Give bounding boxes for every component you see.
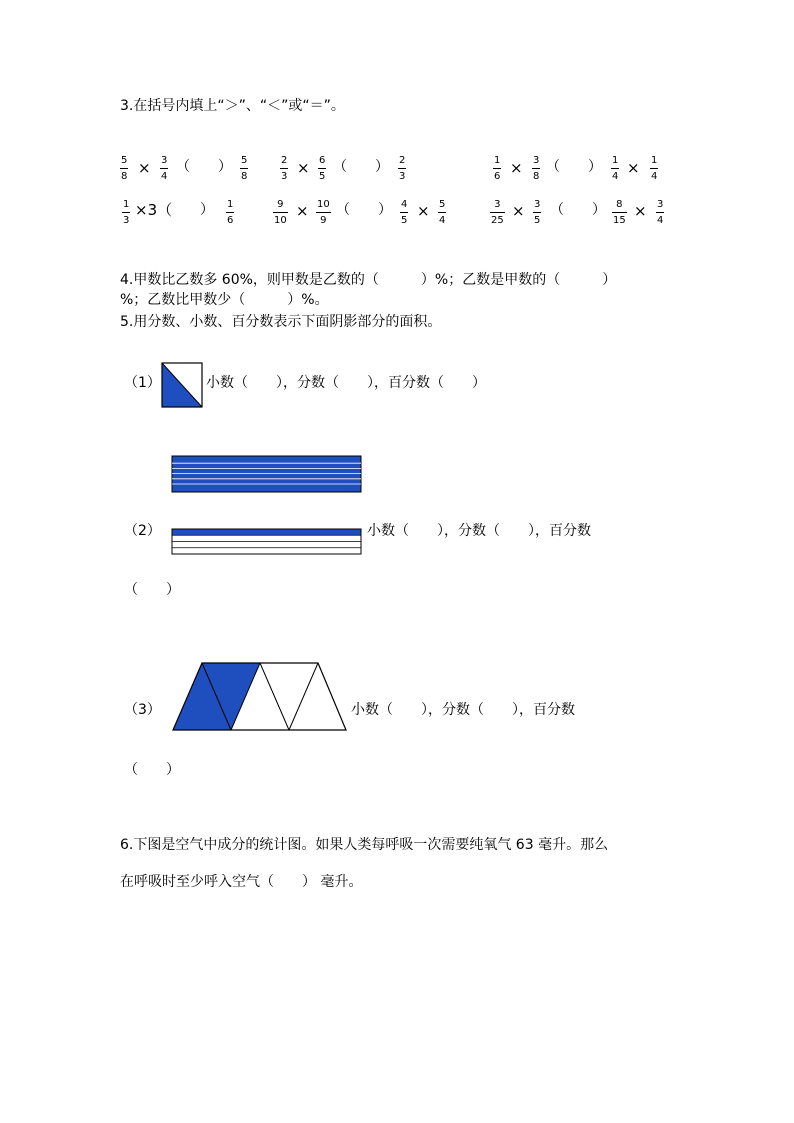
triangle-edge: [260, 663, 289, 730]
times-operator: ×: [510, 159, 523, 177]
q5-part3-answer: 小数（ ），分数（ ），百分数: [351, 702, 575, 718]
fraction: 1 3: [123, 199, 130, 226]
fraction: 3 4: [161, 155, 168, 182]
shaded-stripe: [172, 529, 361, 535]
times-operator: ×: [512, 202, 525, 220]
bar-stripe-lines: [172, 535, 361, 548]
times-three-operator: ×3（: [135, 201, 173, 219]
q5-part3-label: （3）: [124, 702, 161, 718]
fraction: 1 4: [651, 155, 658, 182]
answer-blank[interactable]: （ ）: [546, 159, 602, 175]
fraction: 10 9: [317, 199, 330, 226]
q5-part3-answer-continued: （ ）: [124, 762, 180, 778]
q4-line2: %；乙数比甲数少（ ）%。: [120, 292, 329, 308]
answer-blank[interactable]: （ ）: [333, 159, 389, 175]
square-diagram: [161, 362, 203, 408]
fraction: 2 3: [281, 155, 288, 182]
fraction: 3 25: [491, 199, 504, 226]
fraction: 1 4: [612, 155, 619, 182]
times-operator: ×: [138, 159, 151, 177]
q5-part1-label: （1）: [124, 375, 161, 391]
q6-line1: 6.下图是空气中成分的统计图。如果人类每呼吸一次需要纯氧气 63 毫升。那么: [120, 837, 609, 853]
fraction: 5 8: [121, 155, 128, 182]
fraction: 4 5: [401, 199, 408, 226]
fraction: 5 8: [241, 155, 248, 182]
fraction: 6 5: [319, 155, 326, 182]
answer-blank[interactable]: （ ）: [550, 202, 606, 218]
times-operator: ×: [417, 202, 430, 220]
fraction: 9 10: [274, 199, 287, 226]
answer-blank[interactable]: （ ）: [336, 202, 392, 218]
q5-part1-answer: 小数（ ），分数（ ），百分数（ ）: [206, 375, 486, 391]
q6-line2: 在呼吸时至少呼入空气（ ） 毫升。: [120, 874, 363, 890]
fraction: 1 6: [494, 155, 501, 182]
q5-title: 5.用分数、小数、百分数表示下面阴影部分的面积。: [120, 314, 442, 330]
fraction: 1 6: [227, 199, 234, 226]
answer-blank[interactable]: ）: [200, 202, 214, 218]
q5-part2-answer-continued: （ ）: [124, 582, 180, 598]
times-operator: ×: [297, 159, 310, 177]
q5-part2-answer: 小数（ ），分数（ ），百分数: [367, 523, 591, 539]
times-operator: ×: [634, 202, 647, 220]
fraction: 2 3: [399, 155, 406, 182]
striped-bar-diagram: [171, 528, 363, 556]
fraction: 8 15: [613, 199, 626, 226]
q3-title: 3.在括号内填上“＞”、“＜”或“＝”。: [120, 98, 345, 114]
q4-line1: 4.甲数比乙数多 60%，则甲数是乙数的（ ）%；乙数是甲数的（ ）: [120, 272, 617, 288]
fraction: 3 8: [533, 155, 540, 182]
answer-blank[interactable]: （ ）: [176, 159, 232, 175]
q5-part2-label: （2）: [124, 523, 161, 539]
triangle-edge: [289, 663, 318, 730]
parallelogram-diagram: [172, 662, 348, 732]
fraction: 5 4: [439, 199, 446, 226]
fraction: 3 5: [534, 199, 541, 226]
reference-bar: [171, 455, 363, 493]
times-operator: ×: [296, 202, 309, 220]
times-operator: ×: [627, 159, 640, 177]
fraction: 3 4: [657, 199, 664, 226]
